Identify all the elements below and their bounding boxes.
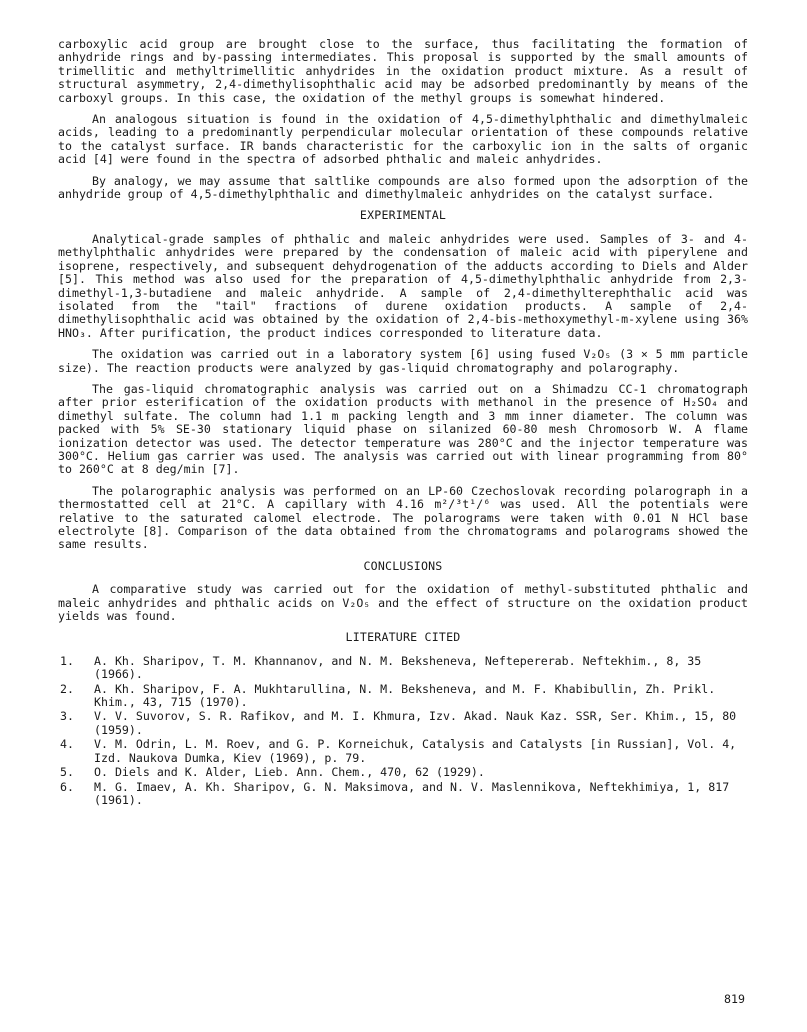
reference-item: [58, 710, 748, 737]
paragraph-4: Analytical-grade samples of phthalic and maleic anhydrides were used. Samples of 3- and 4-methylphthalic anhydrides were prepared by the condensation of maleic acid with piperylene and isoprene, respectively, and subsequent dehydrogenation of the adducts according to Diels and Alder [5]. This method was also used for the preparation of 4,5-dimethylphthalic anhydride from 2,3-dimethyl-1,3-butadiene and maleic anhydride. A sample of 2,4-dimethylterephthalic acid was isolated from the "tail" fractions of durene oxidation products. A sample of 2,4-dimethylisophthalic acid was obtained by the oxidation of 2,4-bis-methoxymethyl-m-xylene using 36% HNO₃. After purification, the product indices corresponded to literature data.: [58, 231, 748, 340]
reference-text: V. M. Odrin, L. M. Roev, and G. P. Korneichuk, Catalysis and Catalysts [in Russian], Vol. 4, Izd. Naukova Dumka, Kiev (1969), p. 79.: [94, 737, 737, 765]
reference-text: V. V. Suvorov, S. R. Rafikov, and M. I. Khmura, Izv. Akad. Nauk Kaz. SSR, Ser. Khim., 15, 80 (1959).: [94, 709, 737, 737]
reference-list: [58, 655, 748, 807]
reference-item: [58, 738, 748, 765]
paragraph-8: A comparative study was carried out for the oxidation of methyl-substituted phthalic and maleic anhydrides and phthalic acids on V₂O₅ and the effect of structure on the oxidation product yields was found.: [58, 582, 748, 624]
reference-item: [58, 683, 748, 710]
reference-number: 4.: [60, 737, 74, 752]
section-heading-literature-cited: LITERATURE CITED: [345, 630, 461, 645]
paragraph-2: An analogous situation is found in the oxidation of 4,5-dimethylphthalic and dimethylmaleic acids, leading to a predominantly perpendicular molecular orientation of these compounds relative to the catalyst surface. IR bands characteristic for the carboxylic ion in the salts of organic acid [4] were found in the spectra of adsorbed phthalic and maleic anhydrides.: [58, 112, 748, 167]
reference-number: 3.: [60, 709, 74, 724]
paragraph-6: The gas-liquid chromatographic analysis was carried out on a Shimadzu CC-1 chromatograph after prior esterification of the oxidation products with methanol in the presence of H₂SO₄ and dimethyl sulfate. The column had 1.1 m packing length and 3 mm inner diameter. The column was packed with 5% SE-30 stationary liquid phase on silanized 60-80 mesh Chromosorb W. A flame ionization detector was used. The detector temperature was 280°C and the injector temperature was 300°C. Helium gas carrier was used. The analysis was carried out with linear programming from 80° to 260°C at 8 deg/min [7].: [58, 381, 748, 477]
reference-number: 2.: [60, 681, 74, 696]
section-heading-conclusions: CONCLUSIONS: [363, 558, 443, 573]
reference-text: A. Kh. Sharipov, T. M. Khannanov, and N. M. Beksheneva, Neftepererab. Neftekhim., 8, 35 (1966).: [94, 653, 702, 682]
paper-page: [58, 38, 748, 808]
page-number: 819: [724, 992, 745, 1006]
reference-number: 5.: [60, 765, 74, 780]
reference-item: [58, 766, 748, 779]
reference-text: A. Kh. Sharipov, F. A. Mukhtarullina, N. M. Beksheneva, and M. F. Khabibullin, Zh. Prikl. Khim., 43, 715 (1970).: [94, 681, 716, 710]
reference-number: 1.: [60, 653, 74, 668]
paragraph-3: By analogy, we may assume that saltlike compounds are also formed upon the adsorption of the anhydride group of 4,5-dimethylphthalic and dimethylmaleic anhydrides on the catalyst surface.: [58, 173, 748, 202]
paragraph-1: carboxylic acid group are brought close to the surface, thus facilitating the formation of anhydride rings and by-passing intermediates. This proposal is supported by the small amounts of trimellitic and methyltrimellitic anhydrides in the oxidation product mixture. As a result of structural asymmetry, 2,4-dimethylisophthalic acid may be adsorbed predominantly by means of the carboxyl groups. In this case, the oxidation of the methyl groups is somewhat hindered.: [58, 37, 748, 105]
reference-item: [58, 655, 748, 682]
reference-text: M. G. Imaev, A. Kh. Sharipov, G. N. Maksimova, and N. V. Maslennikova, Neftekhimiya, 1, 817 (1961).: [94, 779, 730, 807]
reference-number: 6.: [60, 779, 74, 794]
reference-item: [58, 781, 748, 808]
reference-text: O. Diels and K. Alder, Lieb. Ann. Chem., 470, 62 (1929).: [94, 765, 485, 780]
paragraph-5: The oxidation was carried out in a laboratory system [6] using fused V₂O₅ (3 × 5 mm particle size). The reaction products were analyzed by gas-liquid chromatography and polarography.: [58, 347, 748, 375]
paragraph-7: The polarographic analysis was performed on an LP-60 Czechoslovak recording polarograph in a thermostatted cell at 21°C. A capillary with 4.16 m²/³t¹/⁶ was used. All the potentials were relative to the saturated calomel electrode. The polarograms were taken with 0.01 N HCl base electrolyte [8]. Comparison of the data obtained from the chromatograms and polarograms showed the same results.: [58, 483, 748, 552]
section-heading-experimental: EXPERIMENTAL: [359, 208, 447, 223]
